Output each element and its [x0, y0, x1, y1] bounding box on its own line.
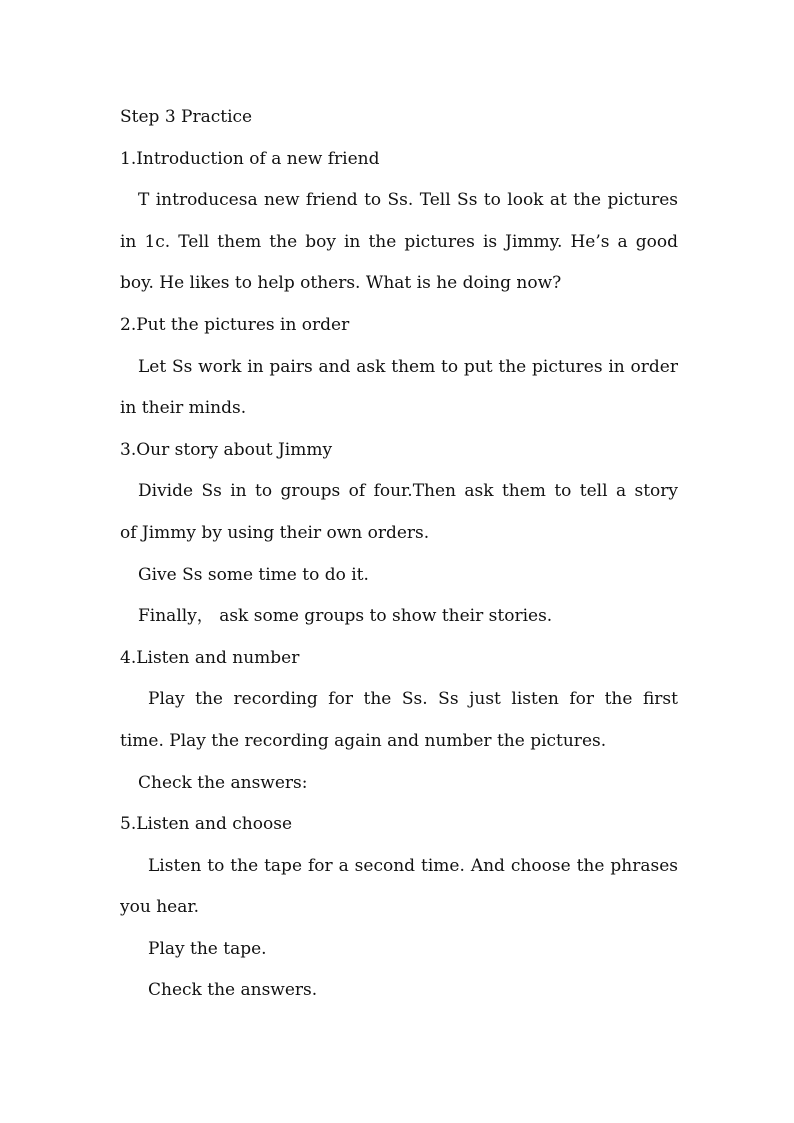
paragraph-line: Divide Ss in to groups of four.Then ask them to tell a story [138, 481, 678, 502]
paragraph-line: Give Ss some time to do it. [138, 564, 369, 585]
paragraph-line: Finally， ask some groups to show their stories. [138, 606, 553, 627]
paragraph-line: Listen to the tape for a second time. And choose the phrases [148, 855, 678, 876]
paragraph-line: T introducesa new friend to Ss. Tell Ss to look at the pictures [138, 190, 678, 211]
section-heading-1: 1.Introduction of a new friend [120, 148, 380, 169]
section-heading-2: 2.Put the pictures in order [120, 314, 350, 335]
paragraph-line: Play the tape. [148, 938, 267, 959]
paragraph-line: boy. He likes to help others. What is he doing now? [120, 273, 562, 294]
paragraph-line: time. Play the recording again and number the pictures. [120, 730, 607, 751]
paragraph-line: Check the answers: [138, 772, 308, 793]
paragraph-line: Check the answers. [148, 980, 318, 1001]
step-title: Step 3 Practice [120, 107, 253, 127]
paragraph-line: Play the recording for the Ss. Ss just listen for the first [148, 689, 678, 710]
paragraph-line: you hear. [120, 897, 199, 918]
paragraph-line: Let Ss work in pairs and ask them to put the pictures in order [138, 356, 678, 377]
document-body [120, 97, 678, 1012]
section-heading-4: 4.Listen and number [120, 647, 300, 668]
section-heading-3: 3.Our story about Jimmy [120, 439, 333, 460]
section-heading-5: 5.Listen and choose [120, 814, 293, 835]
paragraph-line: in 1c. Tell them the boy in the pictures is Jimmy. He’s a good [120, 231, 678, 252]
paragraph-line: in their minds. [120, 398, 247, 419]
paragraph-line: of Jimmy by using their own orders. [120, 522, 430, 543]
